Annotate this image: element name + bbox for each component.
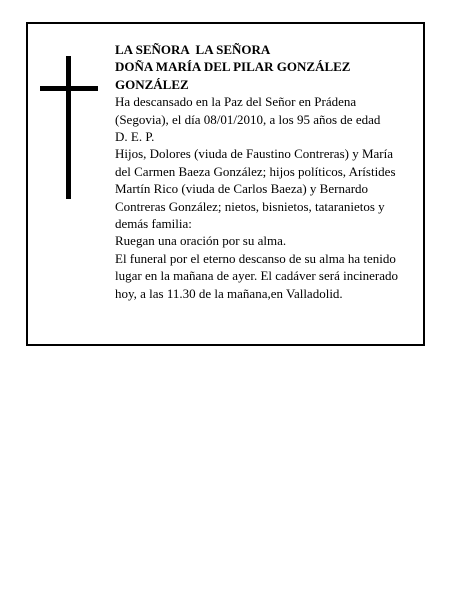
notice-text	[115, 41, 420, 302]
family-line: Contreras González; nietos, bisnietos, tataranietos y	[115, 198, 385, 214]
family-line: Hijos, Dolores (viuda de Faustino Contreras) y María	[115, 146, 394, 162]
cross-horizontal-bar	[40, 86, 98, 91]
prayer-line: Ruegan una oración por su alma.	[115, 233, 287, 249]
deceased-name-line: DOÑA MARÍA DEL PILAR GONZÁLEZ	[115, 59, 351, 75]
funeral-line: lugar en la mañana de ayer. El cadáver será incinerado	[115, 268, 398, 284]
cross-icon	[40, 56, 98, 199]
family-line: Martín Rico (viuda de Carlos Baeza) y Bernardo	[115, 181, 369, 197]
death-info-line: (Segovia), el día 08/01/2010, a los 95 años de edad	[115, 111, 381, 127]
deceased-name-line: GONZÁLEZ	[115, 76, 189, 92]
heading-line: LA SEÑORA LA SEÑORA	[115, 42, 271, 57]
obituary-notice	[26, 22, 425, 346]
rip-line: D. E. P.	[115, 129, 155, 145]
funeral-line: hoy, a las 11.30 de la mañana,en Valladolid.	[115, 285, 343, 301]
family-line: del Carmen Baeza González; hijos políticos, Arístides	[115, 163, 396, 179]
cross-vertical-bar	[66, 56, 71, 199]
funeral-line: El funeral por el eterno descanso de su alma ha tenido	[115, 250, 396, 266]
death-info-line: Ha descansado en la Paz del Señor en Prádena	[115, 94, 357, 110]
family-line: demás familia:	[115, 216, 192, 232]
